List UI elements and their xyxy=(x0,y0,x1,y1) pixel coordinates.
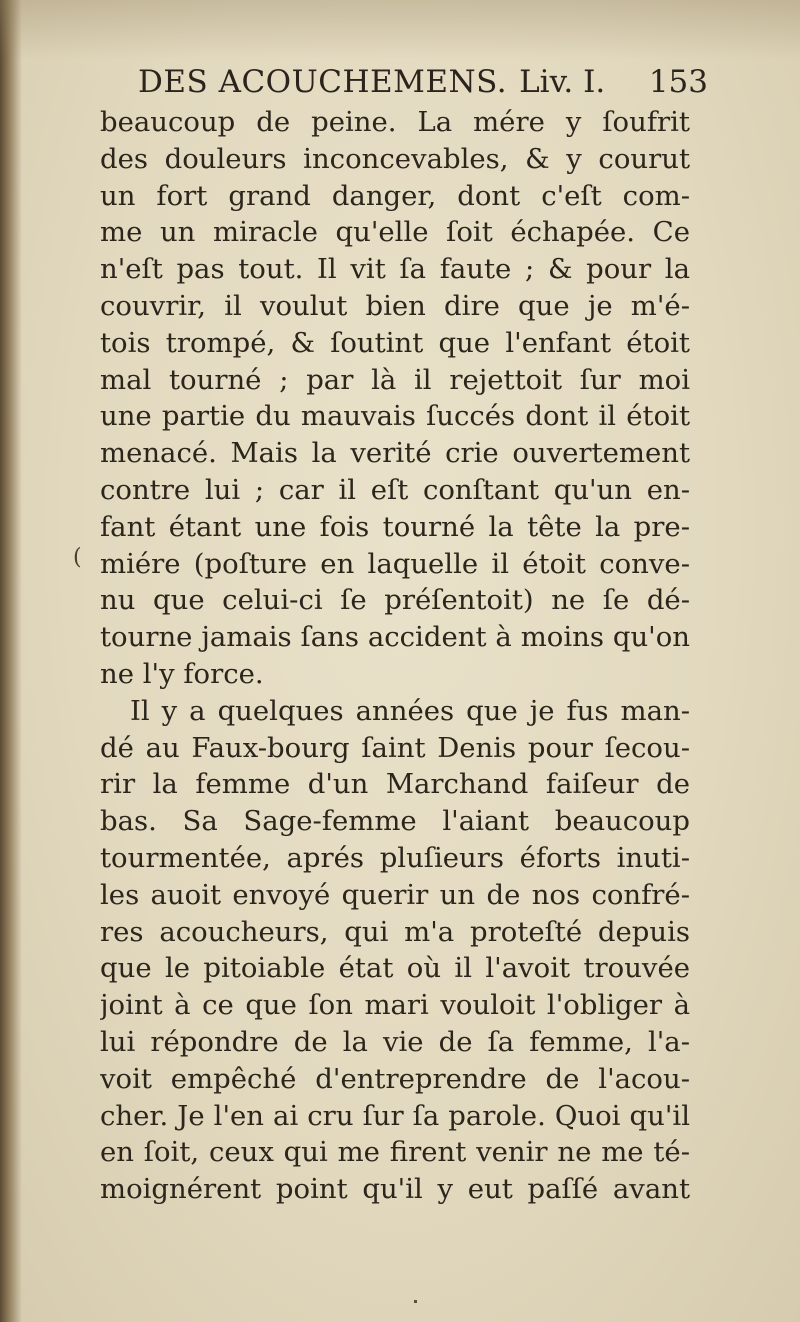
text-line-paragraph-end: ne l'y force. xyxy=(100,657,264,690)
text-line: nu que celui-ci ſe préſentoit) ne ſe dé- xyxy=(100,584,690,617)
text-line: couvrir, il voulut bien dire que je m'é- xyxy=(100,289,690,322)
text-line: tois trompé, & ſoutint que l'enfant étoit xyxy=(100,326,690,359)
text-line: n'eſt pas tout. Il vit ſa faute ; & pour la xyxy=(100,253,690,286)
text-line: beaucoup de peine. La mére y ſoufrit xyxy=(100,106,690,138)
text-line: miére (poſture en laquelle il étoit conve- xyxy=(100,547,690,580)
binding-shadow xyxy=(0,0,22,1322)
text-line: les auoit envoyé querir un de nos confré- xyxy=(100,878,690,911)
text-line: joint à ce que ſon mari vouloit l'obliger à xyxy=(100,989,690,1022)
text-line: cher. Je l'en ai cru ſur ſa parole. Quoi qu'il xyxy=(100,1099,690,1132)
text-line: lui répondre de la vie de ſa femme, l'a- xyxy=(100,1025,690,1058)
text-line: tourne jamais ſans accident à moins qu'on xyxy=(100,621,690,654)
page-number: 153 xyxy=(648,64,708,100)
text-line: dé au Faux-bourg ſaint Denis pour ſecou- xyxy=(100,731,690,764)
body-text xyxy=(100,104,690,1208)
text-line: mal tourné ; par là il rejettoit ſur moi xyxy=(100,363,690,396)
text-line: en ſoit, ceux qui me firent venir ne me té- xyxy=(100,1136,690,1169)
ink-speck xyxy=(414,1300,417,1303)
text-line: rir la femme d'un Marchand faiſeur de xyxy=(100,768,690,801)
text-line: voit empêché d'entreprendre de l'acou- xyxy=(100,1062,690,1095)
text-line: des douleurs inconcevables, & y courut xyxy=(100,142,690,175)
text-line: contre lui ; car il eſt conſtant qu'un en- xyxy=(100,473,690,506)
text-line: res acoucheurs, qui m'a proteſté depuis xyxy=(100,915,690,948)
text-line: menacé. Mais la verité crie ouvertement xyxy=(100,437,690,470)
running-head-title: DES ACOUCHEMENS. xyxy=(138,64,508,100)
text-line: fant étant une fois tourné la tête la pre- xyxy=(100,510,690,543)
text-line: un fort grand danger, dont c'eſt com- xyxy=(100,179,690,212)
text-line: tourmentée, aprés pluſieurs éforts inuti- xyxy=(100,841,690,874)
running-head xyxy=(138,60,708,104)
text-line: me un miracle qu'elle ſoit échapée. Ce xyxy=(100,216,690,249)
text-line: une partie du mauvais ſuccés dont il étoit xyxy=(100,400,690,433)
margin-mark: ( xyxy=(73,545,82,570)
text-line: que le pitoiable état où il l'avoit trouvée xyxy=(100,952,690,985)
text-line: moignérent point qu'il y eut paſſé avant xyxy=(100,1173,690,1206)
running-head-book: Liv. I. xyxy=(519,64,606,100)
page-stain xyxy=(0,0,800,60)
text-line-paragraph-start: Il y a quelques années que je fus man- xyxy=(130,694,690,727)
text-line: bas. Sa Sage-femme l'aiant beaucoup xyxy=(100,805,690,838)
